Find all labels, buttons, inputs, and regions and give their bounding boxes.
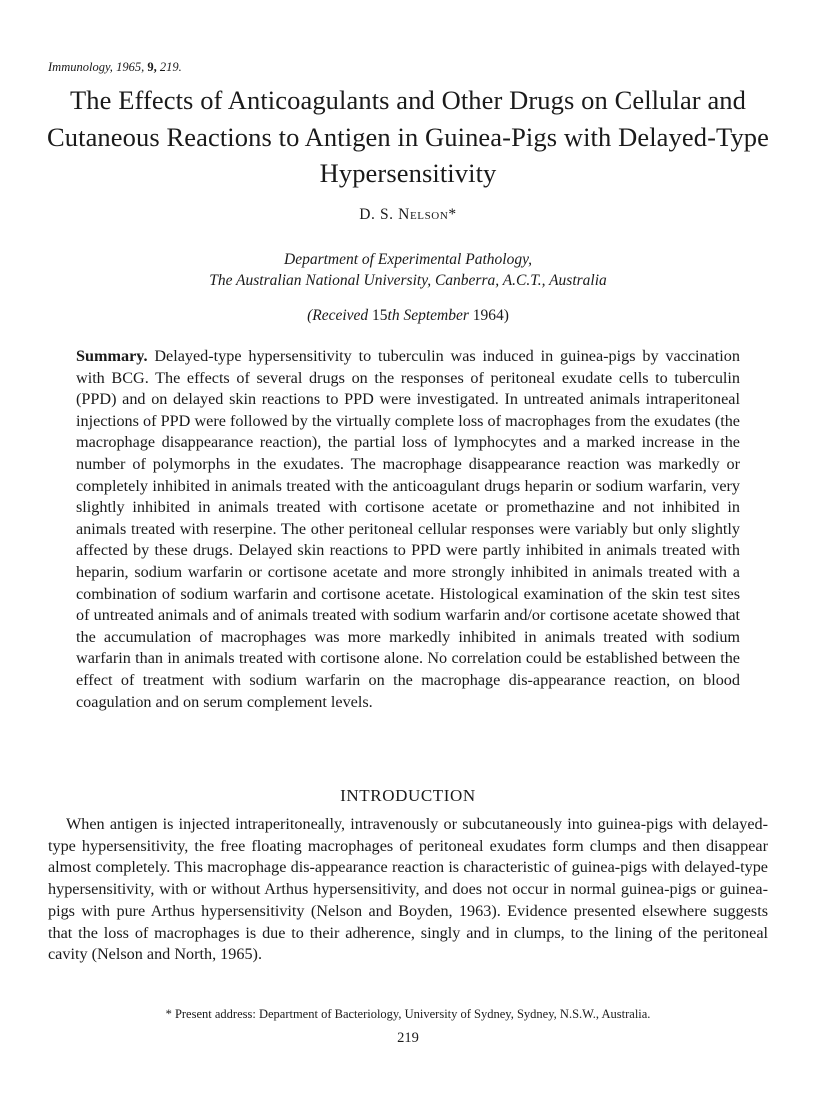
author-line (0, 206, 816, 224)
journal-citation (48, 60, 182, 75)
footnote-text: Present address: Department of Bacteriology, University of Sydney, Sydney, N.S.W., Australia. (174, 1007, 651, 1021)
affiliation-university: The Australian National University, Canberra, A.C.T., Australia (209, 272, 607, 289)
author-surname: Nelson (398, 206, 449, 223)
journal-volume: 9, (147, 60, 157, 74)
journal-name: Immunology, (48, 60, 113, 74)
article-title: The Effects of Anticoagulants and Other Drugs on Cellular and Cutaneous Reactions to Antigen in Guinea-Pigs with Delayed-Type Hypersensitivity (46, 85, 770, 188)
summary-text: Delayed-type hypersensitivity to tuberculin was induced in guinea-pigs by vaccination with BCG. The effects of several drugs on the responses of peritoneal exudate cells to tuberculin (PPD) and on delayed skin reactions to PPD were investigated. In untreated animals intraperitoneal injections of PPD were followed by the virtually complete loss of macrophages from the exudates (the macrophage disappearance reaction), the partial loss of lymphocytes and a marked increase in the number of polymorphs in the exudates. The macrophage disappearance reaction was markedly or completely inhibited in animals treated with the anticoagulant drugs heparin or sodium warfarin, very slightly inhibited in animals treated with cortisone acetate or promethazine and not inhibited in animals treated with reserpine. The other peritoneal cellular responses were variably but only slightly affected by these drugs. Delayed skin reactions to PPD were partly inhibited in animals treated with heparin, sodium warfarin or cortisone acetate and more strongly inhibited in animals treated with a combination of sodium warfarin and cortisone acetate. Histological examination of the skin test sites of untreated animals and of animals treated with sodium warfarin and/or cortisone acetate showed that the accumulation of macrophages was more markedly inhibited in animals treated with sodium warfarin than in animals treated with cortisone alone. No correlation could be established between the effect of treatment with sodium warfarin on the macrophage dis-appearance reaction, on blood coagulation and on serum complement levels. (76, 347, 740, 711)
received-year: 1964) (472, 307, 509, 324)
introduction-heading: INTRODUCTION (340, 786, 476, 805)
received-month: th September (387, 307, 469, 324)
received-day: 15 (372, 307, 388, 324)
author-initials: D. S. (359, 206, 394, 223)
introduction-paragraph: When antigen is injected intraperitoneally, intravenously or subcutaneously into guinea-pigs with delayed-type hypersensitivity, the free floating macrophages of peritoneal exudates form clumps and then disappear almost completely. This macrophage dis-appearance reaction is characteristic of guinea-pigs with delayed-type hypersensitivity, with or without Arthus hypersensitivity, and does not occur in normal guinea-pigs or guinea-pigs with pure Arthus hypersensitivity (Nelson and Boyden, 1963). Evidence presented elsewhere suggests that the loss of macrophages is due to their adherence, singly and in clumps, to the lining of the peritoneal cavity (Nelson and North, 1965). (48, 815, 768, 964)
author-affiliation (0, 249, 816, 291)
summary-label: Summary. (76, 347, 148, 365)
received-prefix: (Received (307, 307, 369, 324)
received-date (0, 307, 816, 325)
page-number: 219 (397, 1030, 419, 1046)
affiliation-department: Department of Experimental Pathology, (284, 251, 532, 268)
author-footnote-mark: * (448, 206, 457, 223)
journal-page-ref: 219. (159, 60, 182, 74)
footnote (0, 1007, 816, 1022)
summary-paragraph (76, 346, 740, 713)
footnote-mark: * (165, 1007, 172, 1021)
journal-year: 1965, (116, 60, 145, 74)
